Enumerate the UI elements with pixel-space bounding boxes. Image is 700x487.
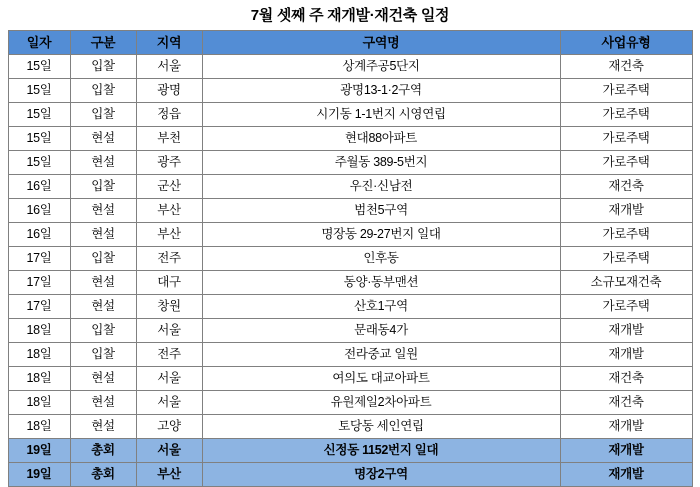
cell-business-type: 가로주택 bbox=[560, 223, 692, 247]
cell-date: 17일 bbox=[8, 271, 70, 295]
table-row bbox=[8, 271, 692, 295]
cell-business-type: 가로주택 bbox=[560, 103, 692, 127]
cell-zone: 신정동 1152번지 일대 bbox=[202, 439, 560, 463]
cell-type: 현설 bbox=[70, 199, 136, 223]
cell-business-type: 재건축 bbox=[560, 175, 692, 199]
cell-type: 현설 bbox=[70, 415, 136, 439]
cell-region: 서울 bbox=[136, 391, 202, 415]
cell-region: 부산 bbox=[136, 199, 202, 223]
cell-business-type: 가로주택 bbox=[560, 79, 692, 103]
cell-type: 현설 bbox=[70, 151, 136, 175]
table-row bbox=[8, 367, 692, 391]
cell-date: 16일 bbox=[8, 199, 70, 223]
cell-zone: 동양·동부맨션 bbox=[202, 271, 560, 295]
schedule-table bbox=[8, 30, 693, 487]
table-row bbox=[8, 463, 692, 487]
cell-region: 서울 bbox=[136, 367, 202, 391]
table-row bbox=[8, 295, 692, 319]
cell-business-type: 소규모재건축 bbox=[560, 271, 692, 295]
cell-zone: 주월동 389-5번지 bbox=[202, 151, 560, 175]
cell-zone: 문래동4가 bbox=[202, 319, 560, 343]
cell-zone: 우진·신남전 bbox=[202, 175, 560, 199]
cell-zone: 상계주공5단지 bbox=[202, 55, 560, 79]
table-row bbox=[8, 391, 692, 415]
cell-region: 광주 bbox=[136, 151, 202, 175]
cell-date: 18일 bbox=[8, 343, 70, 367]
cell-date: 18일 bbox=[8, 415, 70, 439]
cell-business-type: 가로주택 bbox=[560, 127, 692, 151]
cell-business-type: 재개발 bbox=[560, 439, 692, 463]
table-row bbox=[8, 247, 692, 271]
table-row bbox=[8, 415, 692, 439]
cell-date: 15일 bbox=[8, 55, 70, 79]
table-row bbox=[8, 319, 692, 343]
cell-type: 현설 bbox=[70, 367, 136, 391]
cell-zone: 산호1구역 bbox=[202, 295, 560, 319]
column-header-zone: 구역명 bbox=[202, 31, 560, 55]
cell-business-type: 가로주택 bbox=[560, 151, 692, 175]
cell-type: 총회 bbox=[70, 439, 136, 463]
table-row bbox=[8, 55, 692, 79]
cell-type: 입찰 bbox=[70, 79, 136, 103]
cell-type: 현설 bbox=[70, 223, 136, 247]
cell-type: 입찰 bbox=[70, 343, 136, 367]
cell-zone: 인후동 bbox=[202, 247, 560, 271]
table-row bbox=[8, 127, 692, 151]
cell-business-type: 재건축 bbox=[560, 55, 692, 79]
table-row bbox=[8, 175, 692, 199]
cell-date: 17일 bbox=[8, 295, 70, 319]
cell-zone: 광명13-1·2구역 bbox=[202, 79, 560, 103]
cell-type: 현설 bbox=[70, 295, 136, 319]
cell-region: 창원 bbox=[136, 295, 202, 319]
cell-region: 서울 bbox=[136, 319, 202, 343]
cell-zone: 유원제일2차아파트 bbox=[202, 391, 560, 415]
cell-zone: 시기동 1-1번지 시영연립 bbox=[202, 103, 560, 127]
table-row bbox=[8, 343, 692, 367]
cell-zone: 명장동 29-27번지 일대 bbox=[202, 223, 560, 247]
cell-region: 군산 bbox=[136, 175, 202, 199]
cell-region: 고양 bbox=[136, 415, 202, 439]
cell-date: 16일 bbox=[8, 223, 70, 247]
cell-business-type: 재건축 bbox=[560, 391, 692, 415]
cell-business-type: 재개발 bbox=[560, 415, 692, 439]
cell-region: 부산 bbox=[136, 463, 202, 487]
cell-region: 부산 bbox=[136, 223, 202, 247]
table-body bbox=[8, 55, 692, 487]
cell-type: 입찰 bbox=[70, 247, 136, 271]
table-row bbox=[8, 103, 692, 127]
cell-business-type: 재개발 bbox=[560, 199, 692, 223]
cell-zone: 명장2구역 bbox=[202, 463, 560, 487]
table-row bbox=[8, 223, 692, 247]
cell-region: 부천 bbox=[136, 127, 202, 151]
cell-type: 현설 bbox=[70, 271, 136, 295]
table-header bbox=[8, 31, 692, 55]
cell-business-type: 재개발 bbox=[560, 343, 692, 367]
cell-business-type: 재개발 bbox=[560, 463, 692, 487]
cell-region: 대구 bbox=[136, 271, 202, 295]
table-row bbox=[8, 439, 692, 463]
cell-type: 현설 bbox=[70, 127, 136, 151]
column-header-date: 일자 bbox=[8, 31, 70, 55]
column-header-business-type: 사업유형 bbox=[560, 31, 692, 55]
cell-type: 현설 bbox=[70, 391, 136, 415]
table-row bbox=[8, 79, 692, 103]
cell-date: 15일 bbox=[8, 127, 70, 151]
cell-zone: 범천5구역 bbox=[202, 199, 560, 223]
cell-region: 광명 bbox=[136, 79, 202, 103]
cell-type: 입찰 bbox=[70, 319, 136, 343]
cell-region: 서울 bbox=[136, 55, 202, 79]
cell-business-type: 재개발 bbox=[560, 319, 692, 343]
cell-date: 15일 bbox=[8, 151, 70, 175]
cell-date: 19일 bbox=[8, 439, 70, 463]
cell-type: 입찰 bbox=[70, 55, 136, 79]
cell-zone: 여의도 대교아파트 bbox=[202, 367, 560, 391]
cell-date: 16일 bbox=[8, 175, 70, 199]
cell-type: 총회 bbox=[70, 463, 136, 487]
cell-type: 입찰 bbox=[70, 175, 136, 199]
cell-region: 전주 bbox=[136, 343, 202, 367]
cell-region: 전주 bbox=[136, 247, 202, 271]
column-header-region: 지역 bbox=[136, 31, 202, 55]
table-header-row bbox=[8, 31, 692, 55]
table-row bbox=[8, 199, 692, 223]
cell-date: 15일 bbox=[8, 79, 70, 103]
cell-date: 15일 bbox=[8, 103, 70, 127]
cell-business-type: 재건축 bbox=[560, 367, 692, 391]
cell-region: 정읍 bbox=[136, 103, 202, 127]
cell-date: 19일 bbox=[8, 463, 70, 487]
cell-date: 17일 bbox=[8, 247, 70, 271]
table-row bbox=[8, 151, 692, 175]
column-header-type: 구분 bbox=[70, 31, 136, 55]
cell-region: 서울 bbox=[136, 439, 202, 463]
cell-zone: 현대88아파트 bbox=[202, 127, 560, 151]
cell-business-type: 가로주택 bbox=[560, 247, 692, 271]
cell-zone: 전라중교 일원 bbox=[202, 343, 560, 367]
cell-business-type: 가로주택 bbox=[560, 295, 692, 319]
page-title: 7월 셋째 주 재개발·재건축 일정 bbox=[250, 7, 450, 24]
cell-type: 입찰 bbox=[70, 103, 136, 127]
cell-zone: 토당동 세인연립 bbox=[202, 415, 560, 439]
cell-date: 18일 bbox=[8, 391, 70, 415]
cell-date: 18일 bbox=[8, 367, 70, 391]
cell-date: 18일 bbox=[8, 319, 70, 343]
